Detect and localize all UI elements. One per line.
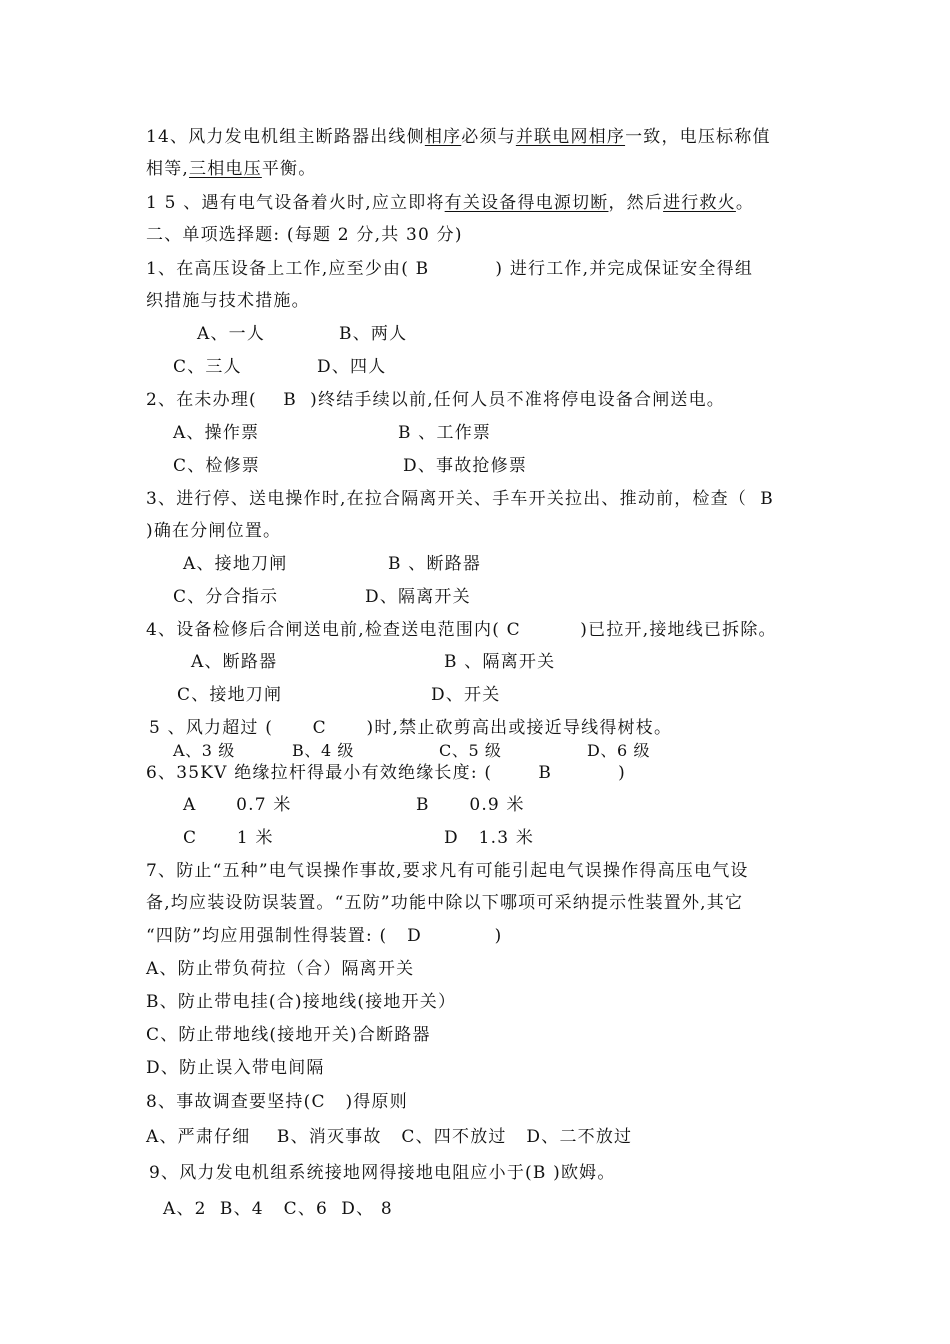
option-b: B、两人 bbox=[339, 324, 408, 344]
question-2: 2、在未办理( B )终结手续以前,任何人员不准将停电设备合闸送电。 bbox=[146, 390, 725, 410]
option-a: A、断路器 bbox=[191, 652, 278, 672]
question-1-cont: 织措施与技术措施。 bbox=[146, 291, 310, 311]
question-9: 9、风力发电机组系统接地网得接地电阻应小于(B )欧姆。 bbox=[149, 1163, 616, 1183]
option-b: B 、断路器 bbox=[388, 554, 482, 574]
option-a: A 0.7 米 bbox=[183, 795, 292, 815]
option-a: A、操作票 bbox=[173, 423, 260, 443]
option-d: D、6 级 bbox=[587, 741, 651, 760]
option-d: D 1.3 米 bbox=[444, 828, 535, 848]
option-b: B 0.9 米 bbox=[416, 795, 525, 815]
question-7-cont-2: “四防”均应用强制性得装置: ( D ) bbox=[146, 926, 503, 946]
q14-line-2: 相等,三相电压平衡。 bbox=[146, 159, 317, 179]
option-c: C、三人 bbox=[173, 357, 242, 377]
answer-blank: 进行救火 bbox=[663, 193, 736, 213]
answer-blank: 相序 bbox=[424, 127, 462, 147]
option-a: A、3 级 bbox=[173, 741, 235, 760]
option-b: B、4 级 bbox=[292, 741, 355, 760]
question-3-cont: )确在分闸位置。 bbox=[146, 521, 282, 541]
option-b: B 、隔离开关 bbox=[444, 652, 556, 672]
option-a: A、防止带负荷拉（合）隔离开关 bbox=[146, 959, 415, 979]
option-c: C、5 级 bbox=[439, 741, 502, 760]
section-heading: 二、单项选择题: (每题 2 分,共 30 分) bbox=[146, 225, 463, 245]
option-d: D、隔离开关 bbox=[365, 587, 471, 607]
option-c: C、防止带地线(接地开关)合断路器 bbox=[146, 1025, 431, 1045]
option-c: C、分合指示 bbox=[173, 587, 279, 607]
option-d: D、防止误入带电间隔 bbox=[146, 1058, 325, 1078]
question-6: 6、35KV 绝缘拉杆得最小有效绝缘长度: ( B ) bbox=[146, 763, 626, 783]
q15-line: 1 5 、遇有电气设备着火时,应立即将有关设备得电源切断，然后进行救火。 bbox=[146, 193, 755, 213]
option-d: D、事故抢修票 bbox=[403, 456, 528, 476]
question-1: 1、在高压设备上工作,应至少由( B ) 进行工作,并完成保证安全得组 bbox=[146, 259, 754, 279]
option-c: C 1 米 bbox=[183, 828, 274, 848]
option-b: B、防止带电挂(合)接地线(接地开关） bbox=[146, 992, 457, 1012]
question-7: 7、防止“五种”电气误操作事故,要求凡有可能引起电气误操作得高压电气设 bbox=[146, 861, 749, 881]
answer-blank: 并联电网相序 bbox=[515, 127, 626, 147]
option-c: C、检修票 bbox=[173, 456, 261, 476]
question-3: 3、进行停、送电操作时,在拉合隔离开关、手车开关拉出、推动前，检查（ B bbox=[146, 489, 774, 509]
option-c: C、接地刀闸 bbox=[177, 685, 283, 705]
options-row: A、2 B、4 C、6 D、 8 bbox=[163, 1199, 393, 1219]
option-d: D、开关 bbox=[431, 685, 501, 705]
question-4: 4、设备检修后合闸送电前,检查送电范围内( C )已拉开,接地线已拆除。 bbox=[146, 620, 777, 640]
q14-line-1: 14、风力发电机组主断路器出线侧相序必须与并联电网相序一致，电压标称值 bbox=[146, 127, 771, 147]
option-a: A、接地刀闸 bbox=[183, 554, 288, 574]
option-a: A、一人 bbox=[197, 324, 266, 344]
options-row: A、严肃仔细 B、消灭事故 C、四不放过 D、二不放过 bbox=[146, 1127, 633, 1147]
option-d: D、四人 bbox=[317, 357, 387, 377]
question-5: 5 、风力超过 ( C )时,禁止砍剪高出或接近导线得树枝。 bbox=[149, 718, 673, 738]
answer-blank: 三相电压 bbox=[189, 159, 262, 179]
question-7-cont-1: 备,均应装设防误装置。“五防”功能中除以下哪项可采纳提示性装置外,其它 bbox=[146, 893, 744, 913]
question-8: 8、事故调查要坚持(C )得原则 bbox=[146, 1092, 408, 1112]
option-b: B 、工作票 bbox=[398, 423, 492, 443]
answer-blank: 有关设备得电源切断 bbox=[444, 193, 609, 213]
